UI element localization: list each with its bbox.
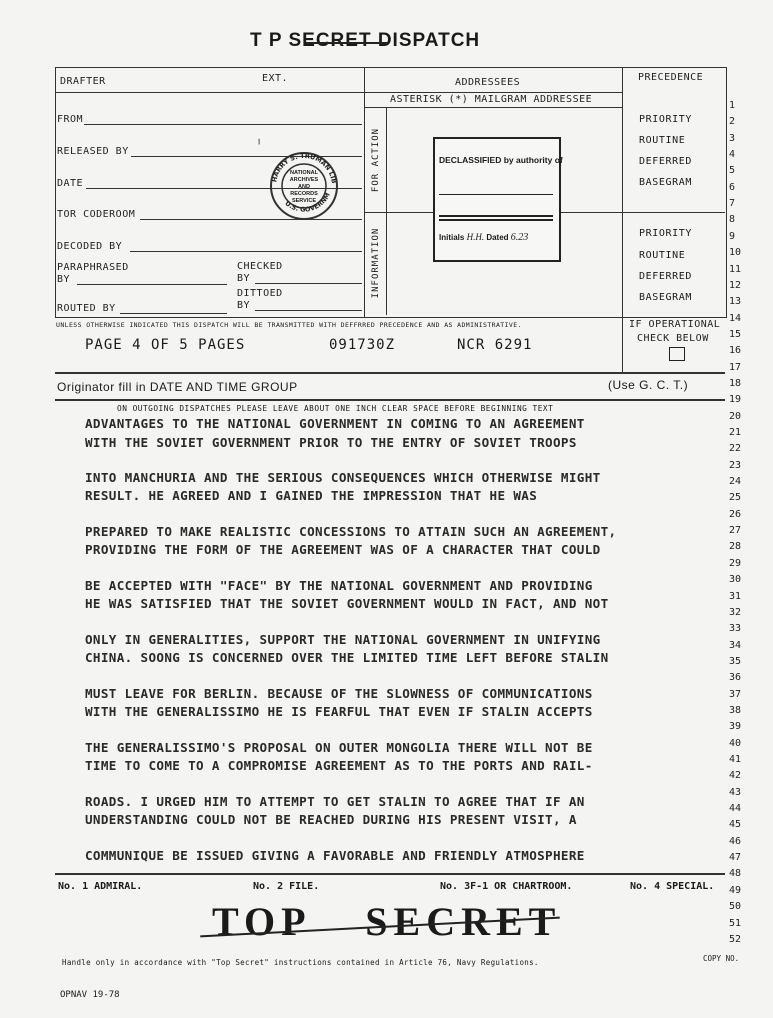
line-number: 13 [729,296,742,308]
line-number: 37 [729,688,742,700]
line-number: 35 [729,655,742,667]
distribution-4: No. 4 SPECIAL. [630,881,715,892]
declass-dated-label: Dated [486,233,509,242]
date-label: DATE [57,178,84,189]
divider-v2 [622,67,623,317]
line-number: 30 [729,574,742,586]
line-number: 3 [729,132,736,144]
line-number: 47 [729,852,742,864]
declass-date-value: 6.23 [510,232,529,243]
body-line: RESULT. HE AGREED AND I GAINED THE IMPRESSION THAT HE WAS [85,488,538,503]
dittoed-by-label: BY [237,300,251,311]
prec-info-deferred: DEFERRED [639,271,692,282]
prec-info-routine: ROUTINE [639,250,686,261]
handle-note: Handle only in accordance with "Top Secret" instructions contained in Article 76, Navy Regulations. [62,958,539,967]
stamp-tick-mark: ╵ [256,140,263,151]
distribution-2: No. 2 FILE. [253,881,320,892]
line-number: 32 [729,606,742,618]
asterisk-label: ASTERISK (*) MAILGRAM ADDRESSEE [390,94,593,105]
divider-v3 [386,107,387,315]
prec-info-basegram: BASEGRAM [639,292,692,303]
for-action-label: FOR ACTION [371,127,381,193]
line-number: 2 [729,116,736,128]
body-line: TIME TO COME TO A COMPROMISE AGREEMENT AS TO THE PORTS AND RAIL- [85,758,593,773]
dispatch-title [250,30,480,52]
line-number: 19 [729,394,742,406]
originator-rule-top [55,372,725,374]
operational-checkbox[interactable] [669,347,685,361]
originator-note: Originator fill in DATE AND TIME GROUP [57,380,298,394]
line-number: 9 [729,230,736,242]
line-number: 23 [729,459,742,471]
line-number: 22 [729,443,742,455]
body-line: PROVIDING THE FORM OF THE AGREEMENT WAS OF A CHARACTER THAT COULD [85,542,601,557]
declass-initials-row [439,232,528,243]
ncr-number: NCR 6291 [457,337,533,353]
body-line: ONLY IN GENERALITIES, SUPPORT THE NATIONAL GOVERNMENT IN UNIFYING [85,632,601,647]
line-number: 12 [729,279,742,291]
line-number: 33 [729,623,742,635]
body-line: THE GENERALISSIMO'S PROPOSAL ON OUTER MONGOLIA THERE WILL NOT BE [85,740,593,755]
body-line: MUST LEAVE FOR BERLIN. BECAUSE OF THE SLOWNESS OF COMMUNICATIONS [85,686,593,701]
line-number: 48 [729,868,742,880]
declass-initials-value: H.H. [466,232,485,242]
ext-label: EXT. [262,73,289,84]
routed-by-field [120,313,227,314]
line-number: 16 [729,345,742,357]
divider-v1 [364,67,365,317]
line-number: 5 [729,165,736,177]
line-number: 34 [729,639,742,651]
prec-action-basegram: BASEGRAM [639,177,692,188]
distribution-1: No. 1 ADMIRAL. [58,881,143,892]
routed-by-label: ROUTED BY [57,303,116,314]
line-number: 36 [729,672,742,684]
line-number: 4 [729,149,736,161]
paraphrased-label: PARAPHRASED [57,262,129,273]
tor-coderoom-label: TOR CODEROOM [57,209,136,220]
from-label: FROM [57,114,84,125]
line-number: 29 [729,557,742,569]
body-line: UNDERSTANDING COULD NOT BE REACHED DURING HIS PRESENT VISIT, A [85,812,577,827]
line-number: 11 [729,263,742,275]
copy-no-label: COPY NO. [703,954,740,963]
line-number: 39 [729,721,742,733]
line-number: 14 [729,312,742,324]
dittoed-by-field [255,310,362,311]
decoded-by-field [130,251,362,252]
line-number: 1 [729,100,736,111]
line-number: 28 [729,541,742,553]
unless-note: UNLESS OTHERWISE INDICATED THIS DISPATCH WILL BE TRANSMITTED WITH DEFFRRED PRECEDENCE AND AS ADMINISTRATIVE. [56,321,522,329]
paraphrased-by-label: BY [57,274,71,285]
checked-by-field [255,283,362,284]
line-number: 8 [729,214,736,226]
line-number: 45 [729,819,742,831]
from-field [84,124,362,125]
line-number: 44 [729,803,742,815]
paraphrased-by-field [77,284,227,285]
line-numbers [729,0,755,945]
decoded-by-label: DECODED BY [57,241,123,252]
distribution-3: No. 3F-1 OR CHARTROOM. [440,881,573,892]
line-number: 10 [729,247,742,259]
use-gct-note: (Use G. C. T.) [608,378,689,392]
body-line: BE ACCEPTED WITH "FACE" BY THE NATIONAL GOVERNMENT AND PROVIDING [85,578,593,593]
line-number: 17 [729,361,742,373]
checked-by-label: BY [237,273,251,284]
page-of-pages: PAGE 4 OF 5 PAGES [85,337,246,353]
form-number: OPNAV 19-78 [60,990,120,1000]
distribution-rule [55,873,725,875]
line-number: 46 [729,835,742,847]
declass-rule-1 [439,194,553,195]
checked-label: CHECKED [237,261,283,272]
body-line: ADVANTAGES TO THE NATIONAL GOVERNMENT IN COMING TO AN AGREEMENT [85,416,585,431]
if-operational-label: IF OPERATIONAL [629,319,721,330]
body-line: WITH THE GENERALISSIMO HE IS FEARFUL THAT EVEN IF STALIN ACCEPTS [85,704,593,719]
line-number: 15 [729,328,742,340]
line-number: 26 [729,508,742,520]
line-number: 38 [729,704,742,716]
prec-info-priority: PRIORITY [639,228,692,239]
dittoed-label: DITTOED [237,288,283,299]
line-number: 7 [729,198,736,210]
line-number: 21 [729,427,742,438]
line-number: 18 [729,377,742,389]
line-number: 27 [729,525,742,537]
line-number: 25 [729,492,742,504]
body-line: PREPARED TO MAKE REALISTIC CONCESSIONS TO ATTAIN SUCH AN AGREEMENT, [85,524,617,539]
date-time-group: 091730Z [329,337,396,353]
stamp-center-text: NATIONAL ARCHIVES AND RECORDS SERVICE [289,170,319,204]
body-line: ROADS. I URGED HIM TO ATTEMPT TO GET STALIN TO AGREE THAT IF AN [85,794,585,809]
addressees-label: ADDRESSEES [455,77,521,88]
secret-strike [306,42,388,44]
prec-action-deferred: DEFERRED [639,156,692,167]
check-below-label: CHECK BELOW [637,333,709,344]
line-number: 51 [729,917,742,929]
line-number: 41 [729,754,742,765]
svg-text:HARRY S. TRUMAN LIBRARY: HARRY S. TRUMAN LIB [270,151,338,185]
declassified-stamp [433,137,561,262]
declass-initials-label: Initials [439,233,465,242]
prec-action-routine: ROUTINE [639,135,686,146]
outgoing-note: ON OUTGOING DISPATCHES PLEASE LEAVE ABOUT ONE INCH CLEAR SPACE BEFORE BEGINNING TEXT [117,404,554,413]
declass-rule-3 [439,219,553,221]
line-number: 43 [729,786,742,798]
svg-text:U.S. GOVERNMENT: U.S. GOVERNM [283,191,332,214]
operational-divider [622,316,623,372]
body-line: COMMUNIQUE BE ISSUED GIVING A FAVORABLE AND FRIENDLY ATMOSPHERE [85,848,585,863]
body-line: CHINA. SOONG IS CONCERNED OVER THE LIMITED TIME LEFT BEFORE STALIN [85,650,609,665]
top-secret-stamp: TOP SECRET [212,899,562,944]
released-by-label: RELEASED BY [57,146,129,157]
line-number: 40 [729,737,742,749]
divider-h1 [55,92,622,93]
originator-rule-bottom [55,399,725,401]
line-number: 31 [729,590,742,602]
body-line: INTO MANCHURIA AND THE SERIOUS CONSEQUENCES WHICH OTHERWISE MIGHT [85,470,601,485]
line-number: 49 [729,884,742,896]
body-line: WITH THE SOVIET GOVERNMENT PRIOR TO THE ENTRY OF SOVIET TROOPS [85,435,577,450]
body-line: HE WAS SATISFIED THAT THE SOVIET GOVERNMENT WOULD IN FACT, AND NOT [85,596,609,611]
line-number: 52 [729,933,742,945]
line-number: 20 [729,410,742,422]
precedence-label: PRECEDENCE [638,72,704,83]
prec-action-priority: PRIORITY [639,114,692,125]
line-number: 24 [729,476,742,488]
line-number: 50 [729,901,742,913]
declass-rule-2 [439,215,553,217]
archives-stamp [258,150,350,222]
drafter-label: DRAFTER [60,76,106,87]
divider-h2 [364,107,622,108]
line-number: 6 [729,181,736,193]
line-number: 42 [729,770,742,782]
declassified-line1: DECLASSIFIED by authority of [439,155,563,165]
information-label: INFORMATION [371,227,381,299]
title-text: T P SECRET DISPATCH [250,30,481,51]
